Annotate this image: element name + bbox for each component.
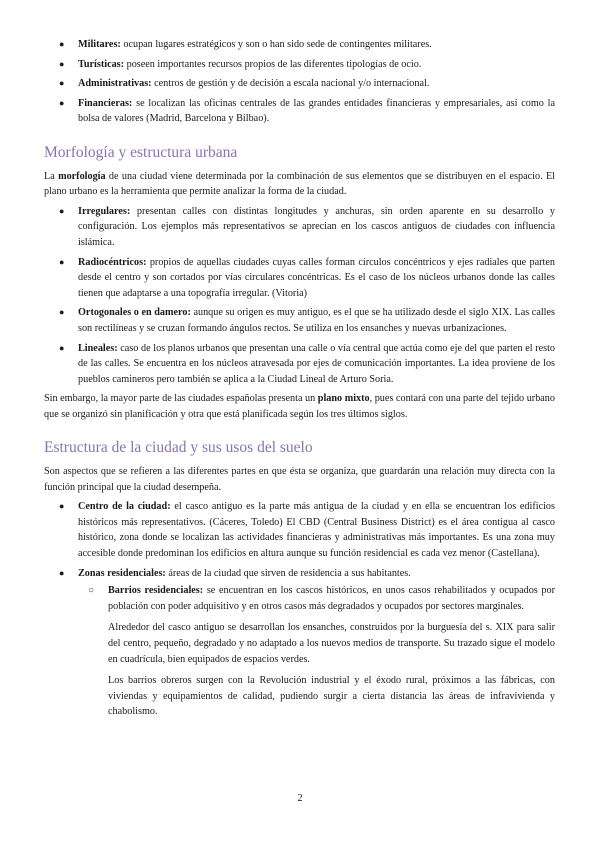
page-content xyxy=(44,37,555,726)
section-heading-estructura: Estructura de la ciudad y sus usos del suelo xyxy=(44,439,313,457)
circle-bullet-icon: ○ xyxy=(88,585,95,597)
list-item: ● Centro de la ciudad: el casco antiguo es la parte más antigua de la ciudad y en ella se encuentran los edificios históricos más representativos. (Cáceres, Toledo) El CBD (Central Business District) es el área contigua al casco histórico, zona donde se localizan las actividades financieras y administrativas más importantes. Es una zona muy accesible donde predominan los edificios en altura aunque su función residencial es cada vez menor (Castellana). xyxy=(59,501,555,560)
bullet-icon: ● xyxy=(59,501,65,512)
paragraph: Sin embargo, la mayor parte de las ciudades españolas presenta un plano mixto, pues contará con una parte del tejido urbano que se organizó sin planificación y otra que está planificada según los tres últimos siglos. xyxy=(44,393,555,420)
section-heading-morfologia: Morfología y estructura urbana xyxy=(44,143,238,161)
bullet-icon: ● xyxy=(59,39,65,49)
paragraph: La morfología de una ciudad viene determinada por la combinación de sus elementos que se distribuyen en el espacio. El plano urbano es la herramienta que permite analizar la forma de la ciudad. xyxy=(44,170,555,198)
bullet-icon: ● xyxy=(59,256,65,267)
bullet-icon: ● xyxy=(59,205,65,216)
sub-list-item: ○ Barrios residenciales: se encuentran en los cascos históricos, en unos casos rehabilitados y ocupados por población con poder adquisitivo y en otros casos más degradados y ocupados por sectores marginales. Alrededor del casco antiguo se desarrollan los ensanches, construidos por la burguesía del s. XIX para salir del centro, pequeño, degradado y no adaptado a los nuevos medios de transporte. Su trazado sigue el modelo en cuadrícula, bien equipados de espacios verdes. Los barrios obreros surgen con la Revolución industrial y el éxodo rural, próximos a las fábricas, con viviendas y equipamientos de calidad, pudiendo surgir a cierta distancia las áreas de infravivienda y chabolismo. xyxy=(88,585,555,718)
bullet-icon: ● xyxy=(59,58,65,69)
list-item: ● Administrativas: centros de gestión y de decisión a escala nacional y/o internacional. xyxy=(44,76,555,92)
list-item: ● Radiocéntricos: propios de aquellas ciudades cuyas calles forman círculos concéntricos y ejes radiales que parten desde el centro y son cortados por vías circulares concéntricas. Es el caso de los núcleos urbanos donde las calles tienen que adaptarse a una topografía irregular. (Vitoria) xyxy=(59,256,555,299)
list-item: ● Turísticas: poseen importantes recursos propios de las diferentes tipologías de ocio. xyxy=(44,57,555,73)
function-list xyxy=(44,37,555,127)
bullet-icon: ● xyxy=(59,78,65,89)
sub-list xyxy=(78,583,555,720)
bullet-icon: ● xyxy=(59,307,65,318)
list-item: ● Ortogonales o en damero: aunque su origen es muy antiguo, es el que se ha utilizado desde el siglo XIX. Las calles son rectilíneas y se cruzan formando ángulos rectos. Se utiliza en los ensanches y nuevas urbanizaciones. xyxy=(59,307,555,334)
bullet-icon: ● xyxy=(59,567,65,578)
paragraph: Son aspectos que se refieren a las diferentes partes en que ésta se organiza, que guardarán una relación muy directa con la función principal que la ciudad desempeña. xyxy=(44,466,555,493)
bullet-icon: ● xyxy=(59,97,65,108)
plano-types-list xyxy=(44,204,555,388)
usos-list xyxy=(44,499,555,720)
bullet-icon: ● xyxy=(59,342,65,353)
list-item: ● Financieras: se localizan las oficinas centrales de las grandes entidades financieras y empresariales, así como la bolsa de valores (Madrid, Barcelona y Bilbao). xyxy=(59,97,555,125)
list-item: ● Zonas residenciales: áreas de la ciudad que sirven de residencia a sus habitantes. ○ Barrios residenciales: se encuentran en los cascos históricos, en unos casos rehabilitados y ocupados por población con poder adquisitivo y en otros casos más degradados y ocupados por sectores marginales. Alrededor del casco antiguo se desarrollan los ensanches, construidos por la burguesía del s. XIX para salir del centro, pequeño, degradado y no adaptado a los nuevos medios de transporte. Su trazado sigue el modelo en cuadrícula, bien equipados de espacios verdes. Los barrios obreros surgen con la Revolución industrial y el éxodo rural, próximos a las fábricas, con viviendas y equipamientos de calidad, pudiendo surgir a cierta distancia las áreas de infravivienda y chabolismo. xyxy=(44,566,555,720)
list-item: ● Militares: ocupan lugares estratégicos y son o han sido sede de contingentes militares. xyxy=(44,37,555,53)
list-item: ● Lineales: caso de los planos urbanos que presentan una calle o vía central que actúa como eje del que parten el resto de las calles. Se encuentra en los núcleos atravesada por ejes de comunicación importantes. La idea proviene de los pueblos camineros pero también se aplica a la Ciudad Lineal de Arturo Soria. xyxy=(59,342,555,385)
page-number: 2 xyxy=(297,793,303,804)
list-item: ● Irregulares: presentan calles con distintas longitudes y anchuras, sin orden aparente en su desarrollo y configuración. Los ejemplos más representativos se aprecian en los cascos antiguos de ciudades con influencia islámica. xyxy=(59,205,555,248)
